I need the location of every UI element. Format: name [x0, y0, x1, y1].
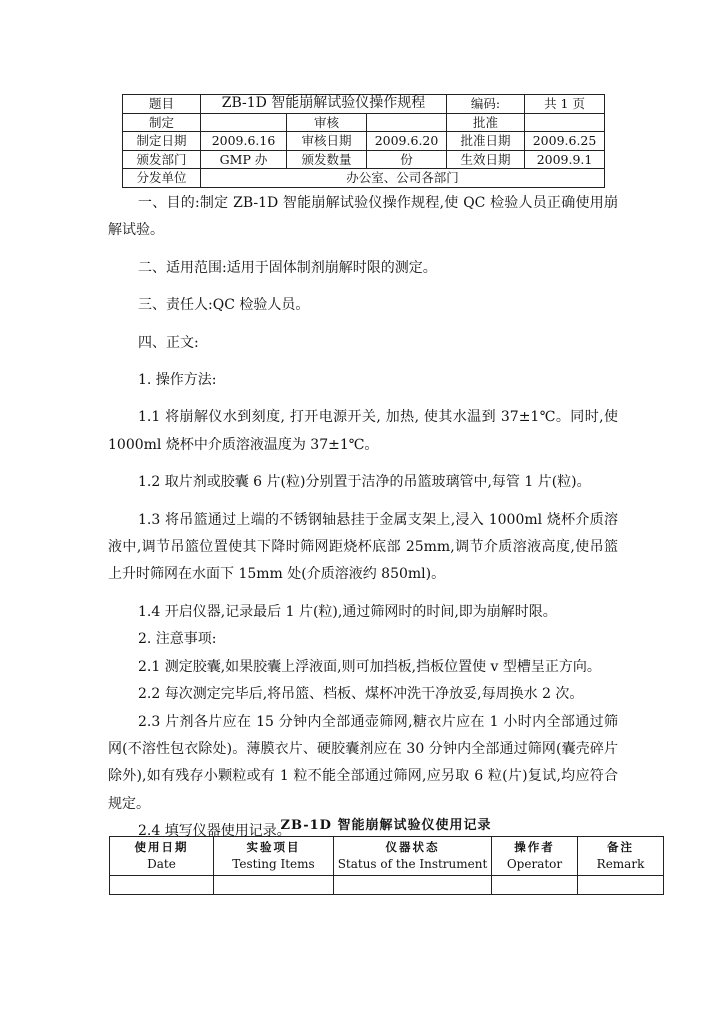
header-cell: 2009.9.1: [525, 150, 605, 169]
record-empty-row: [110, 876, 664, 895]
document-title: ZB-1D 智能崩解试验仪操作规程: [201, 95, 447, 114]
paragraph-step-1-4: 1.4 开启仪器,记录最后 1 片(粒),通过筛网时的时间,即为崩解时限。: [138, 603, 557, 620]
header-row-issue: [123, 150, 605, 169]
paragraph-responsible: 三、责任人:QC 检验人员。: [138, 297, 310, 314]
header-cell: 2009.6.16: [201, 132, 287, 151]
header-row-dates: [123, 132, 605, 151]
header-cell: GMP 办: [201, 150, 287, 169]
header-cell: [201, 113, 287, 132]
paragraph-note-2-4: 2.4 填写仪器使用记录。: [138, 823, 291, 840]
record-header-operator: 操作者 Operator: [492, 837, 578, 876]
procedure-body: [108, 190, 618, 846]
paragraph-purpose: 一、目的:制定 ZB-1D 智能崩解试验仪操作规程,使 QC 检验人员正确使用崩解试验。: [108, 195, 618, 239]
header-cell: 生效日期: [447, 150, 525, 169]
header-cell: 分发单位: [123, 169, 201, 188]
header-cell: [525, 113, 605, 132]
record-header-status: 仪器状态 Status of the Instrument: [334, 837, 492, 876]
header-cell: 2009.6.25: [525, 132, 605, 151]
distribution-units: 办公室、公司各部门: [201, 169, 605, 188]
record-header-remark: 备注 Remark: [578, 837, 664, 876]
paragraph-method-heading: 1. 操作方法:: [138, 372, 217, 389]
header-cell-pages: 共 1 页: [525, 95, 605, 114]
paragraph-notes-heading: 2. 注意事项:: [138, 631, 217, 648]
record-header-date: 使用日期 Date: [110, 837, 214, 876]
header-cell-label: 题目: [123, 95, 201, 114]
header-cell: 批准: [447, 113, 525, 132]
header-cell: 颁发数量: [287, 150, 367, 169]
paragraph-note-2-3: 2.3 片剂各片应在 15 分钟内全部通壶筛网,糖衣片应在 1 小时内全部通过筛网(不溶性包衣除处)。薄膜衣片、硬胶囊剂应在 30 分钟内全部通过筛网(囊壳碎片除外),如有残存小颗粒或有 1 粒不能全部通过筛网,应另取 6 粒(片)复试,均应符合规定。: [108, 713, 618, 812]
header-cell: 颁发部门: [123, 150, 201, 169]
paragraph-main-heading: 四、正文:: [138, 334, 199, 351]
usage-record-table: [109, 836, 664, 895]
paragraph-step-1-2: 1.2 取片剂或胶囊 6 片(粒)分别置于洁净的吊篮玻璃管中,每管 1 片(粒)。: [138, 474, 591, 491]
header-cell: 审核: [287, 113, 367, 132]
header-cell: 2009.6.20: [367, 132, 447, 151]
paragraph-note-2-2: 2.2 每次测定完毕后,将吊篮、档板、煤杯冲洗干净放妥,每周换水 2 次。: [138, 686, 584, 703]
header-cell: 制定日期: [123, 132, 201, 151]
paragraph-scope: 二、适用范围:适用于固体制剂崩解时限的测定。: [138, 259, 437, 276]
paragraph-step-1-1: 1.1 将崩解仪水到刻度, 打开电源开关, 加热, 使其水温到 37±1℃。同时,使 1000ml 烧杯中介质溶液温度为 37±1℃。: [108, 409, 618, 453]
header-cell: 制定: [123, 113, 201, 132]
header-cell: 审核日期: [287, 132, 367, 151]
paragraph-note-2-1: 2.1 测定胶囊,如果胶囊上浮液面,则可加挡板,挡板位置使 v 型槽呈正方向。: [138, 658, 601, 675]
header-row-signoff: [123, 113, 605, 132]
header-row-distribution: [123, 169, 605, 188]
header-cell-code-label: 编码:: [447, 95, 525, 114]
record-title: ZB-1D 智能崩解试验仪使用记录: [280, 818, 492, 833]
record-header-row: [110, 837, 664, 876]
header-cell: 批准日期: [447, 132, 525, 151]
header-row-title: [123, 95, 605, 114]
record-header-items: 实验项目 Testing Items: [214, 837, 334, 876]
header-cell: [367, 113, 447, 132]
header-cell: 份: [367, 150, 447, 169]
paragraph-step-1-3: 1.3 将吊篮通过上端的不锈钢轴悬挂于金属支架上,浸入 1000ml 烧杯介质溶液中,调节吊篮位置使其下降时筛网距烧杯底部 25mm,调节介质溶液高度,使吊篮上升时筛网在水面下 15mm 处(介质溶液约 850ml)。: [108, 511, 618, 583]
header-table: [122, 94, 605, 188]
